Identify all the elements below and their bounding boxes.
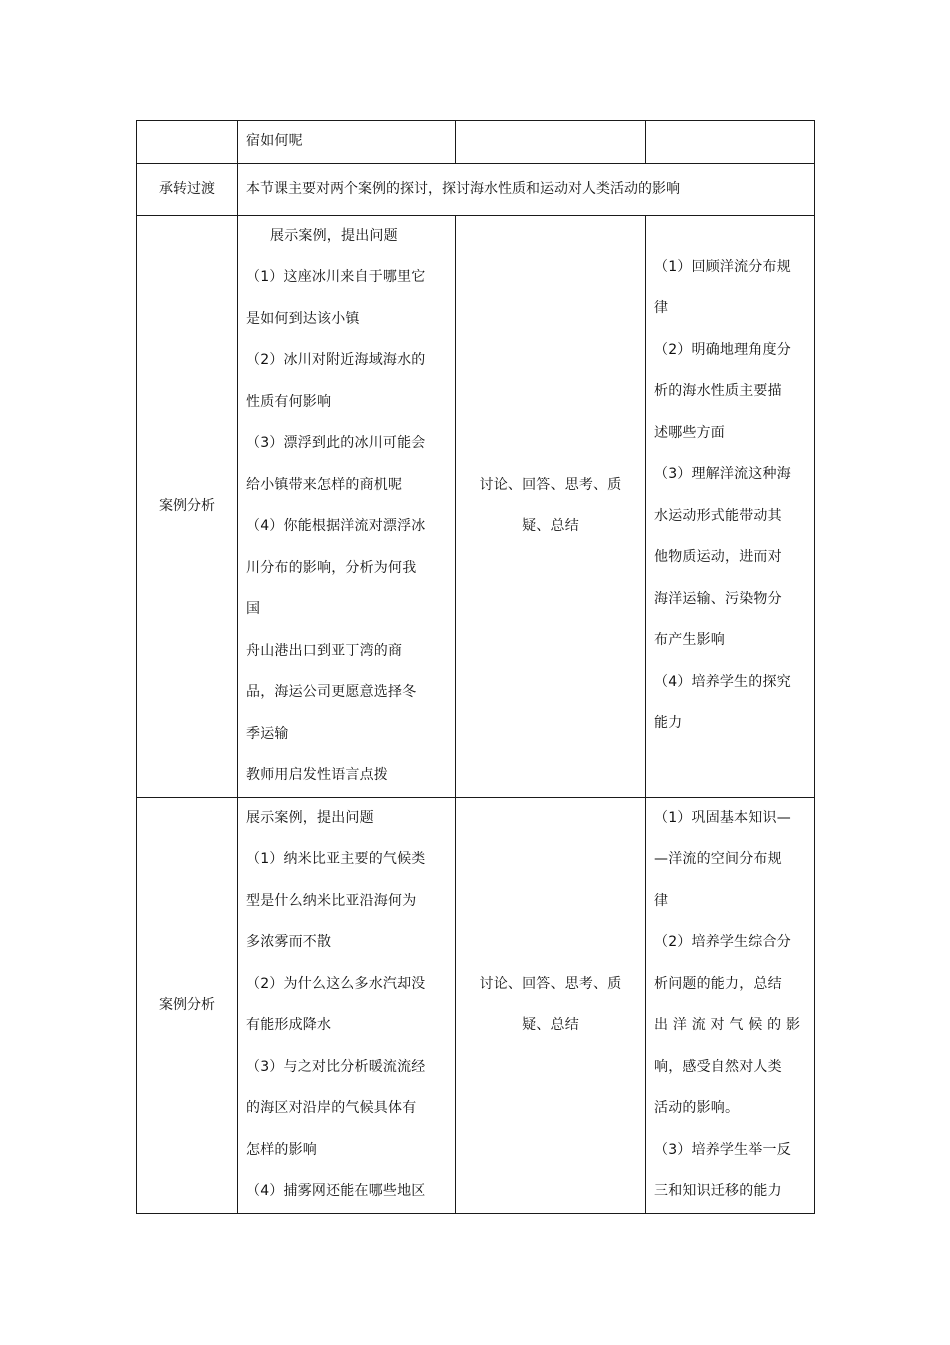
- cell-empty-student: [456, 121, 646, 164]
- table-row-continuation: [137, 121, 815, 164]
- text-line: 季运输: [246, 725, 289, 742]
- text-line: 的海区对沿岸的气候具体有: [246, 1100, 417, 1116]
- text-line: （3）理解洋流这种海: [654, 466, 791, 482]
- text-line: 国: [246, 601, 261, 617]
- text-line: （3）漂浮到此的冰川可能会: [246, 435, 426, 451]
- text-line: 品，海运公司更愿意选择冬: [246, 684, 417, 700]
- cell-empty-label: [137, 121, 238, 164]
- text-line: 三和知识迁移的能力: [654, 1183, 782, 1199]
- text-line: （1）这座冰川来自于哪里它: [246, 269, 426, 285]
- text-line: （1）纳米比亚主要的气候类: [246, 851, 426, 867]
- text-line: 展示案例，提出问题: [246, 809, 374, 826]
- text-line: 疑、总结: [522, 1017, 579, 1033]
- cell-transition-content: [238, 163, 815, 215]
- text-line: 讨论、回答、思考、质: [479, 975, 622, 992]
- transition-text: 本节课主要对两个案例的探讨，探讨海水性质和运动对人类活动的影响: [246, 181, 680, 197]
- text-line: （4）你能根据洋流对漂浮冰: [246, 518, 426, 534]
- text-line: （2）冰川对附近海域海水的: [246, 352, 426, 368]
- text-line: 舟山港出口到亚丁湾的商: [246, 642, 403, 659]
- text-line: 布产生影响: [654, 632, 725, 648]
- text-line: 他物质运动，进而对: [654, 549, 782, 565]
- text-line: （4）捕雾网还能在哪些地区: [246, 1183, 426, 1199]
- text-line: 是如何到达该小镇: [246, 310, 360, 327]
- text-line: 出 洋 流 对 气 候 的 影: [654, 1017, 801, 1033]
- text-line: （3）与之对比分析暖流流经: [246, 1058, 426, 1075]
- cell-teacher-case-2: [238, 797, 456, 1213]
- row-label: 案例分析: [159, 498, 215, 514]
- cell-label-case-2: [137, 797, 238, 1213]
- text-line: 述哪些方面: [654, 424, 725, 441]
- text-line: 讨论、回答、思考、质: [479, 476, 622, 493]
- text-line: 疑、总结: [522, 518, 579, 534]
- text-line: 海洋运输、污染物分: [654, 590, 782, 607]
- cell-label-transition: [137, 163, 238, 215]
- lesson-plan-table: [136, 120, 815, 1214]
- text-line: 能力: [654, 715, 683, 731]
- text-line: （3）培养学生举一反: [654, 1141, 791, 1158]
- text-line: （4）培养学生的探究: [654, 673, 791, 690]
- table-row-transition: [137, 163, 815, 215]
- text-line: —洋流的空间分布规: [654, 851, 782, 867]
- design-intent-list: [646, 798, 814, 1213]
- row-label: 承转过渡: [159, 181, 215, 197]
- text-line: 有能形成降水: [246, 1017, 332, 1033]
- text-line: （1）巩固基本知识—: [654, 809, 791, 826]
- cell-label-case-1: [137, 215, 238, 797]
- text-line: 析的海水性质主要描: [654, 383, 782, 399]
- text-line: 性质有何影响: [246, 393, 332, 410]
- cell-goal-case-1: [646, 215, 815, 797]
- text-line: 给小镇带来怎样的商机呢: [246, 476, 403, 493]
- text-line: 怎样的影响: [246, 1141, 317, 1158]
- text-line: 川分布的影响，分析为何我: [246, 559, 417, 576]
- cell-goal-case-2: [646, 797, 815, 1213]
- table-row-case-2: [137, 797, 815, 1213]
- text-line: 活动的影响。: [654, 1100, 740, 1116]
- teacher-text: 宿如何呢: [246, 133, 303, 149]
- cell-student-case-1: [456, 215, 646, 797]
- cell-teacher-continuation: [238, 121, 456, 164]
- row-label: 案例分析: [159, 997, 215, 1013]
- text-line: （1）回顾洋流分布规: [654, 258, 791, 275]
- student-activity-list: [456, 465, 645, 548]
- text-line: 析问题的能力，总结: [654, 975, 782, 992]
- teacher-activity-list: [238, 216, 455, 797]
- teacher-activity-list: [238, 798, 455, 1213]
- text-line: （2）培养学生综合分: [654, 934, 791, 950]
- text-line: 水运动形式能带动其: [654, 507, 782, 524]
- cell-empty-goal: [646, 121, 815, 164]
- text-line: 律: [654, 892, 669, 909]
- table-row-case-1: [137, 215, 815, 797]
- cell-student-case-2: [456, 797, 646, 1213]
- cell-teacher-case-1: [238, 215, 456, 797]
- text-line: 响，感受自然对人类: [654, 1058, 782, 1075]
- text-line: （2）为什么这么多水汽却没: [246, 975, 426, 992]
- text-line: 律: [654, 300, 669, 316]
- text-line: 型是什么纳米比亚沿海何为: [246, 892, 417, 909]
- student-activity-list: [456, 964, 645, 1047]
- text-line: 展示案例，提出问题: [270, 227, 398, 244]
- text-line: 多浓雾而不散: [246, 934, 332, 950]
- text-line: 教师用启发性语言点拨: [246, 767, 388, 783]
- text-line: （2）明确地理角度分: [654, 341, 791, 358]
- design-intent-list: [646, 216, 814, 745]
